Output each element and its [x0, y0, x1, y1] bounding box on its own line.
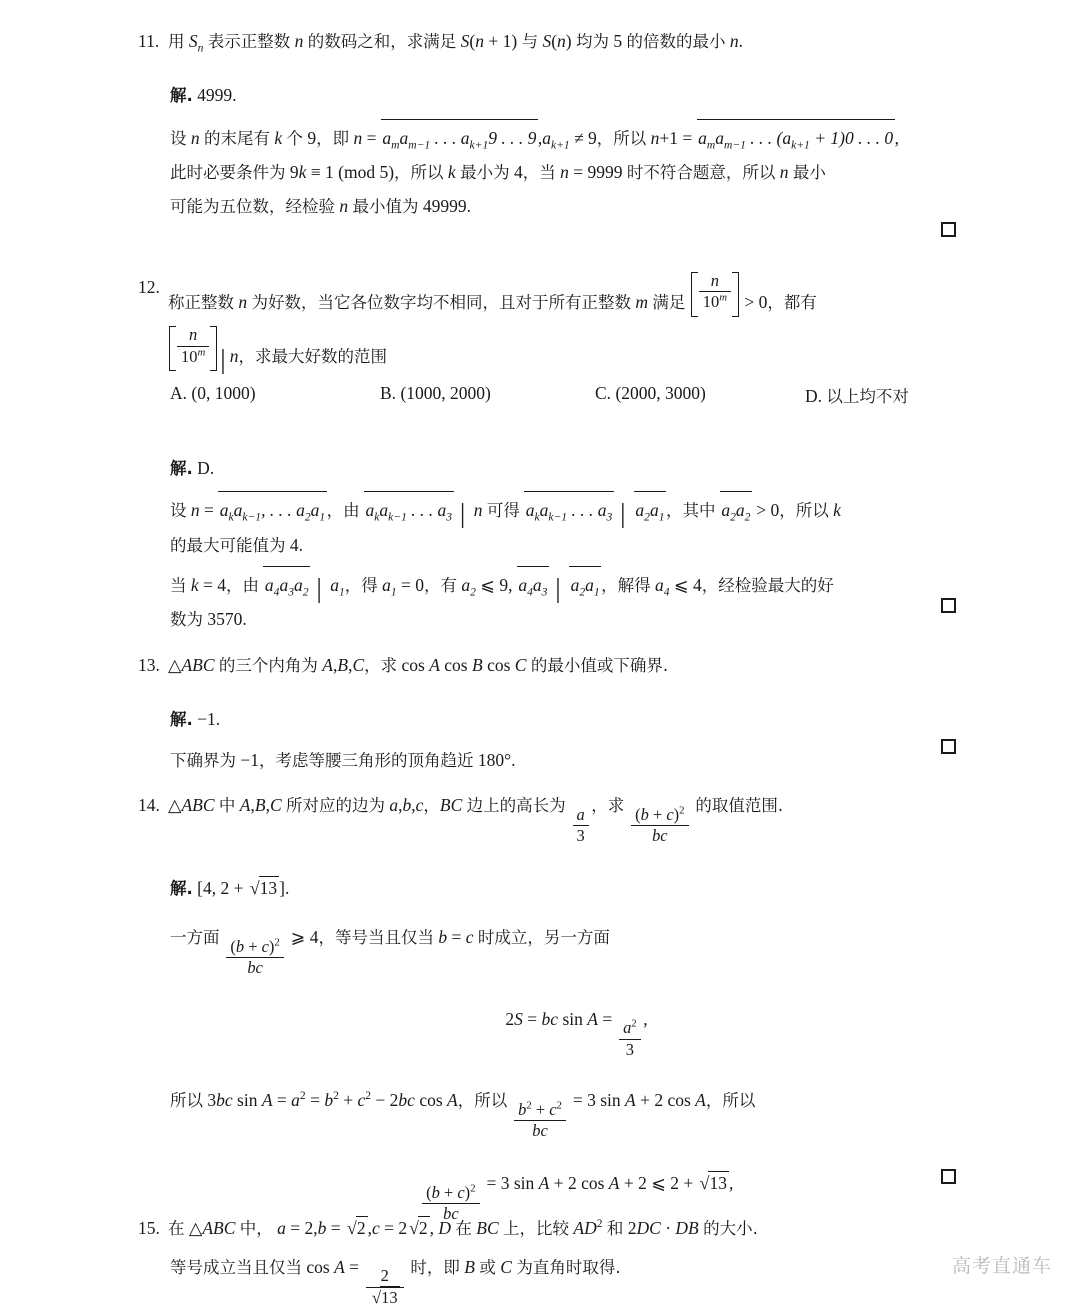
- option-d[interactable]: [805, 383, 909, 407]
- problem-12-statement-text-2: $\frac{n}{10^m}$ | n，求最大好数的范围: [168, 326, 983, 371]
- problem-14-statement: [138, 790, 983, 845]
- watermark: 高考直通车: [951, 1255, 1052, 1277]
- option-d-key: D.: [805, 386, 823, 407]
- problem-11-solution-answer-line: [170, 78, 983, 112]
- qed-box-12: [941, 598, 956, 613]
- solution-label: 解.: [170, 459, 193, 479]
- problem-12-body-line-1: 设 $n = a_ka_{k-1}$, . . . $a_2a_1$，由 $a_ka_{k-1}$ . . . $a_3$ | n 可得 $a_ka_{k-1}$ . . . $a_3$ | $a_2a_1$，其中 $a_2a_2 > 0$，所以 k: [170, 491, 983, 527]
- option-a-value: (0, 1000): [191, 383, 256, 404]
- problem-12-solution: [170, 451, 983, 636]
- solution-answer: D.: [197, 458, 215, 479]
- problem-13-solution: [170, 702, 983, 776]
- option-a[interactable]: [170, 383, 380, 407]
- problem-13-statement: [138, 650, 983, 680]
- floor-bracket-1: $\frac{n}{10^m}$: [691, 272, 739, 317]
- problem-12-statement-text: 称正整数 n 为好数，当它各位数字均不相同，且对于所有正整数 m 满足 $\frac{n}{10^m}$ > 0，都有: [168, 272, 983, 317]
- problem-12-statement: [138, 272, 983, 317]
- problem-11-body-line-2: 此时必要条件为 9k ≡ 1 (mod 5)，所以 k 最小为 4，当 n = 9999 时不符合题意，所以 n 最小: [170, 161, 826, 182]
- problem-12-body-line-4: 数为 3570.: [170, 609, 247, 629]
- problem-14-number: 14.: [138, 795, 160, 815]
- floor-bracket-2: $\frac{n}{10^m}$: [169, 326, 217, 371]
- option-c-key: C.: [595, 383, 612, 404]
- qed-box-13: [941, 739, 956, 754]
- option-c-value: (2000, 3000): [615, 383, 706, 404]
- problem-13-statement-text: △ABC 的三个内角为 A,B,C，求 cos A cos B cos C 的最小值或下确界.: [168, 655, 669, 675]
- problem-11-statement-text: 用 $S_n$ 表示正整数 n 的数码之和，求满足 S(n + 1) 与 S(n) 均为 5 的倍数的最小 n.: [168, 31, 743, 55]
- problem-12: [138, 272, 983, 636]
- problem-14-equation-1: 2S = bc sin A = $\frac{a^2}{3}$ ,: [505, 1008, 648, 1059]
- option-b-value: (1000, 2000): [400, 383, 491, 404]
- problem-12-body-line-3: 当 k = 4，由 $a_4a_3a_2$ | $a_1$，得 $a_1 = 0$，有 $a_2$ ⩽ 9, $a_4a_3$ | $a_2a_1$，解得 $a_4$ ⩽ 4，经检验最大的好: [170, 566, 983, 602]
- problem-11-body-line-3: 可能为五位数，经检验 n 最小值为 49999.: [170, 195, 471, 216]
- problem-11-body-line-1: 设 n 的末尾有 k 个 9，即 $n = a_ma_{m-1}$ . . . $a_{k+1}9$ . . . $9,a_{k+1} \ne 9$，所以 $n+1 = a_ma_{m-1}$ . . . $(a_{k+1} + 1)0$ . . . 0,: [170, 119, 983, 155]
- problem-13: [138, 650, 983, 777]
- problem-14-body-line-2: 所以 3bc $\sin A = a^2 = b^2 + c^2 - 2bc$ cos A，所以 $\frac{b^2 + c^2}{bc}$ = 3 sin A + 2 cos A，所以: [170, 1089, 756, 1140]
- problem-11: [138, 26, 983, 223]
- problem-15-number: 15.: [138, 1218, 160, 1238]
- solution-answer: 4999.: [197, 85, 237, 106]
- problem-12-body-line-2: 的最大可能值为 4.: [170, 534, 303, 555]
- problem-12-solution-answer-line: [170, 451, 983, 485]
- problem-12-options: [170, 383, 983, 407]
- problem-12-statement-line2: [138, 325, 983, 374]
- solution-label: 解.: [170, 879, 193, 899]
- problem-11-solution: [170, 78, 983, 223]
- qed-box-14: [941, 1169, 956, 1184]
- solution-label: 解.: [170, 86, 193, 106]
- solution-answer: −1.: [197, 709, 221, 730]
- problem-11-statement: [138, 26, 983, 56]
- problem-13-solution-answer-line: [170, 702, 983, 736]
- problem-13-body-line-1: 下确界为 −1，考虑等腰三角形的顶角趋近 180°.: [170, 749, 516, 770]
- option-d-value: 以上均不对: [826, 387, 909, 407]
- problem-14-equation-2: $\frac{(b + c)^2}{bc}$ = 3 sin A + 2 cos A + 2 ⩽ 2 + √13 ,: [170, 1166, 983, 1223]
- solution-label: 解.: [170, 710, 193, 730]
- option-b-key: B.: [380, 383, 397, 404]
- problem-14-body-line-1: 一方面 $\frac{(b + c)^2}{bc}$ ⩾ 4，等号当且仅当 b = c 时成立，另一方面: [170, 927, 610, 978]
- problem-14-solution-answer-line: [170, 871, 983, 906]
- problem-12-number: 12.: [138, 277, 160, 297]
- option-b[interactable]: [380, 383, 595, 407]
- qed-box-11: [941, 222, 956, 237]
- problem-13-number: 13.: [138, 655, 160, 675]
- problem-14-body-line-3: 等号成立当且仅当 cos A = $\frac{2}{√13}$ 时，即 B 或 C 为直角时取得.: [170, 1256, 621, 1307]
- option-a-key: A.: [170, 383, 188, 404]
- option-c[interactable]: [595, 383, 805, 407]
- problem-15-statement: [138, 1213, 983, 1244]
- problem-15-statement-text: 在 △ABC 中， a = 2,b = √2 ,c = 2 √2 , D 在 BC 上，比较 $AD^2$ 和 2DC · DB 的大小.: [168, 1218, 758, 1238]
- problem-15: [138, 1213, 983, 1244]
- problem-11-number: 11.: [138, 31, 160, 51]
- problem-14-statement-text: △ABC 中 A,B,C 所对应的边为 a,b,c，BC 边上的高长为 $\frac{a}{3}$ ，求 $\frac{(b + c)^2}{bc}$ 的取值范围.: [168, 795, 784, 845]
- solution-answer: [4, 2 + √13 ].: [197, 878, 290, 899]
